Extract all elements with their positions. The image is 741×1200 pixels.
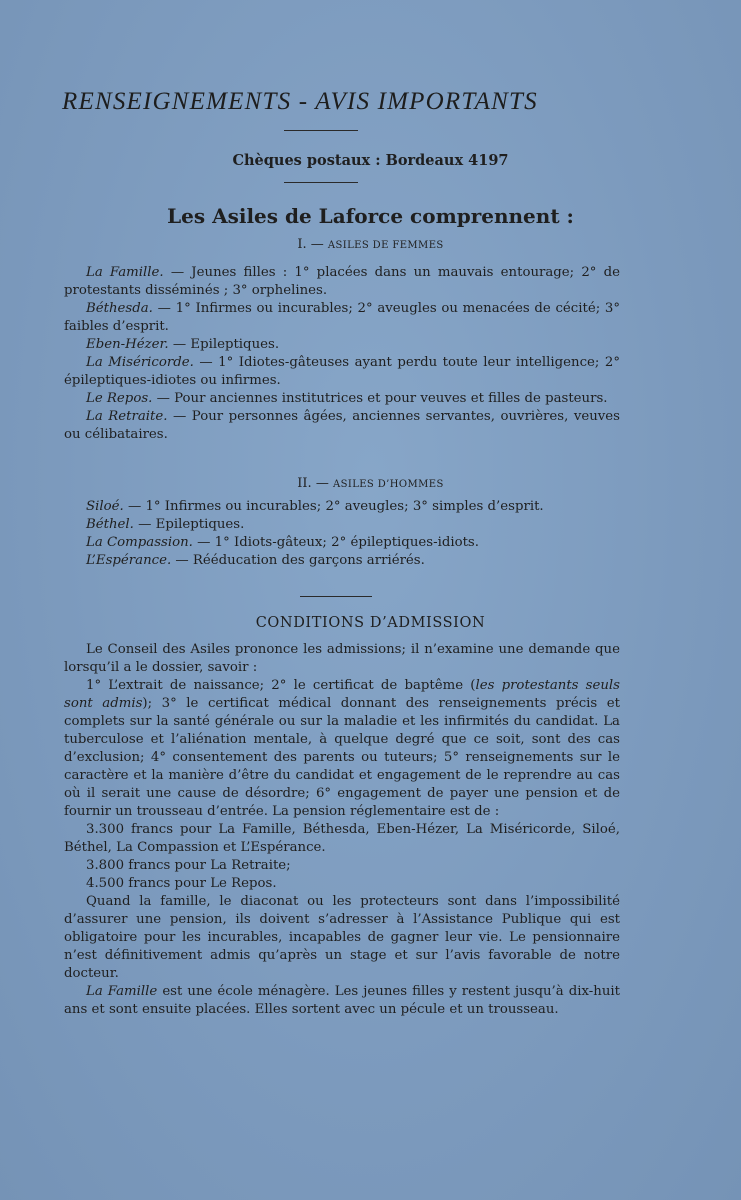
asylum-description: — Epileptiques. bbox=[133, 517, 245, 532]
asylum-name: Béthesda. bbox=[86, 301, 153, 316]
men-asylums-list bbox=[64, 498, 620, 570]
list-item bbox=[64, 354, 620, 390]
section-label: ASILES D’HOMMES bbox=[332, 479, 444, 490]
section-number: I. — bbox=[297, 237, 324, 252]
list-item bbox=[64, 552, 620, 570]
price-line: 4.500 francs pour Le Repos. bbox=[86, 876, 277, 891]
asylum-name: L’Espérance. bbox=[86, 553, 172, 568]
asylum-name: Siloé. bbox=[86, 499, 124, 514]
list-item bbox=[64, 516, 620, 534]
list-item bbox=[64, 498, 620, 516]
italic-run: La Famille bbox=[86, 984, 158, 999]
paragraph: Quand la famille, le diaconat ou les protecteurs sont dans l’impossibilité d’assurer une pension, ils doivent s’adresser à l’Assistance Publique qui est obligatoire pour les incurables, incapables de gagner leur vie. Le pensionnaire n’est définitivement admis qu’après un stage et sur l’avis favorable de notre docteur. bbox=[64, 894, 620, 981]
asylum-name: Béthel. bbox=[86, 517, 134, 532]
paragraph bbox=[64, 677, 620, 821]
list-item bbox=[64, 336, 620, 354]
list-item bbox=[64, 390, 620, 408]
price-line: 3.300 francs pour La Famille, Béthesda, Eben-Hézer, La Miséricorde, Siloé, Béthel, La Compassion et L’Espérance. bbox=[64, 822, 620, 855]
italic-run: les protestants seuls sont admis bbox=[64, 678, 620, 711]
women-asylums-list bbox=[64, 264, 620, 444]
conditions-heading: CONDITIONS D’ADMISSION bbox=[255, 615, 486, 631]
divider-rule bbox=[300, 596, 372, 597]
asylum-name: La Retraite. bbox=[86, 409, 168, 424]
section-subtitle: Les Asiles de Laforce comprennent : bbox=[167, 204, 574, 228]
asylum-description: — Jeunes filles : 1° placées dans un mauvais entourage; 2° de protestants disséminés ; 3° orphelines. bbox=[64, 265, 620, 298]
price-line: 3.800 francs pour La Retraite; bbox=[86, 858, 291, 873]
asylum-description: — Epileptiques. bbox=[168, 337, 280, 352]
list-item bbox=[64, 264, 620, 300]
divider-rule bbox=[284, 130, 358, 131]
paragraph bbox=[64, 983, 620, 1019]
asylum-name: La Compassion. bbox=[86, 535, 193, 550]
asylum-description: — 1° Infirmes ou incurables; 2° aveugles; 3° simples d’esprit. bbox=[123, 499, 544, 514]
postal-cheque-info: Chèques postaux : Bordeaux 4197 bbox=[232, 152, 509, 169]
divider-rule bbox=[284, 182, 358, 183]
text-run: 1° L’extrait de naissance; 2° le certificat de baptême ( bbox=[86, 678, 476, 693]
asylum-description: — Pour anciennes institutrices et pour veuves et filles de pasteurs. bbox=[152, 391, 608, 406]
list-item bbox=[64, 300, 620, 336]
list-item bbox=[64, 534, 620, 552]
asylum-description: — Rééducation des garçons arriérés. bbox=[171, 553, 425, 568]
asylum-name: La Miséricorde. bbox=[86, 355, 194, 370]
list-item bbox=[64, 408, 620, 444]
asylum-description: — 1° Infirmes ou incurables; 2° aveugles ou menacées de cécité; 3° faibles d’esprit. bbox=[64, 301, 620, 334]
section-label: ASILES DE FEMMES bbox=[327, 240, 444, 251]
asylum-description: — 1° Idiotes-gâteuses ayant perdu toute leur intelligence; 2° épileptiques-idiotes ou infirmes. bbox=[64, 355, 620, 388]
section-number: II. — bbox=[297, 476, 329, 491]
asylum-name: Eben-Hézer. bbox=[86, 337, 169, 352]
asylum-name: Le Repos. bbox=[86, 391, 153, 406]
asylum-description: — 1° Idiots-gâteux; 2° épileptiques-idiots. bbox=[192, 535, 479, 550]
text-run: est une école ménagère. Les jeunes filles y restent jusqu’à dix-huit ans et sont ensuite placées. Elles sortent avec un pécule et un trousseau. bbox=[64, 984, 620, 1017]
section-heading-men bbox=[0, 476, 741, 491]
page-title: RENSEIGNEMENTS - AVIS IMPORTANTS bbox=[62, 88, 538, 115]
conditions-body bbox=[64, 641, 620, 1019]
paragraph: Le Conseil des Asiles prononce les admissions; il n’examine une demande que lorsqu’il a le dossier, savoir : bbox=[64, 642, 620, 675]
asylum-description: — Pour personnes âgées, anciennes servantes, ouvrières, veuves ou célibataires. bbox=[64, 409, 620, 442]
section-heading-women bbox=[0, 237, 741, 252]
asylum-name: La Famille. bbox=[86, 265, 164, 280]
text-run: ); 3° le certificat médical donnant des renseignements précis et complets sur la santé générale ou sur la maladie et les infirmités du candidat. La tuberculose et l’aliénation mentale, à quelque degré que ce soit, sont des cas d’exclusion; 4° consentement des parents ou tuteurs; 5° renseignements sur le caractère et la manière d’être du candidat et engagement de le reprendre au cas où il serait une cause de désordre; 6° engagement de payer une pension et de fournir un trousseau d’entrée. La pension réglementaire est de : bbox=[64, 696, 620, 819]
